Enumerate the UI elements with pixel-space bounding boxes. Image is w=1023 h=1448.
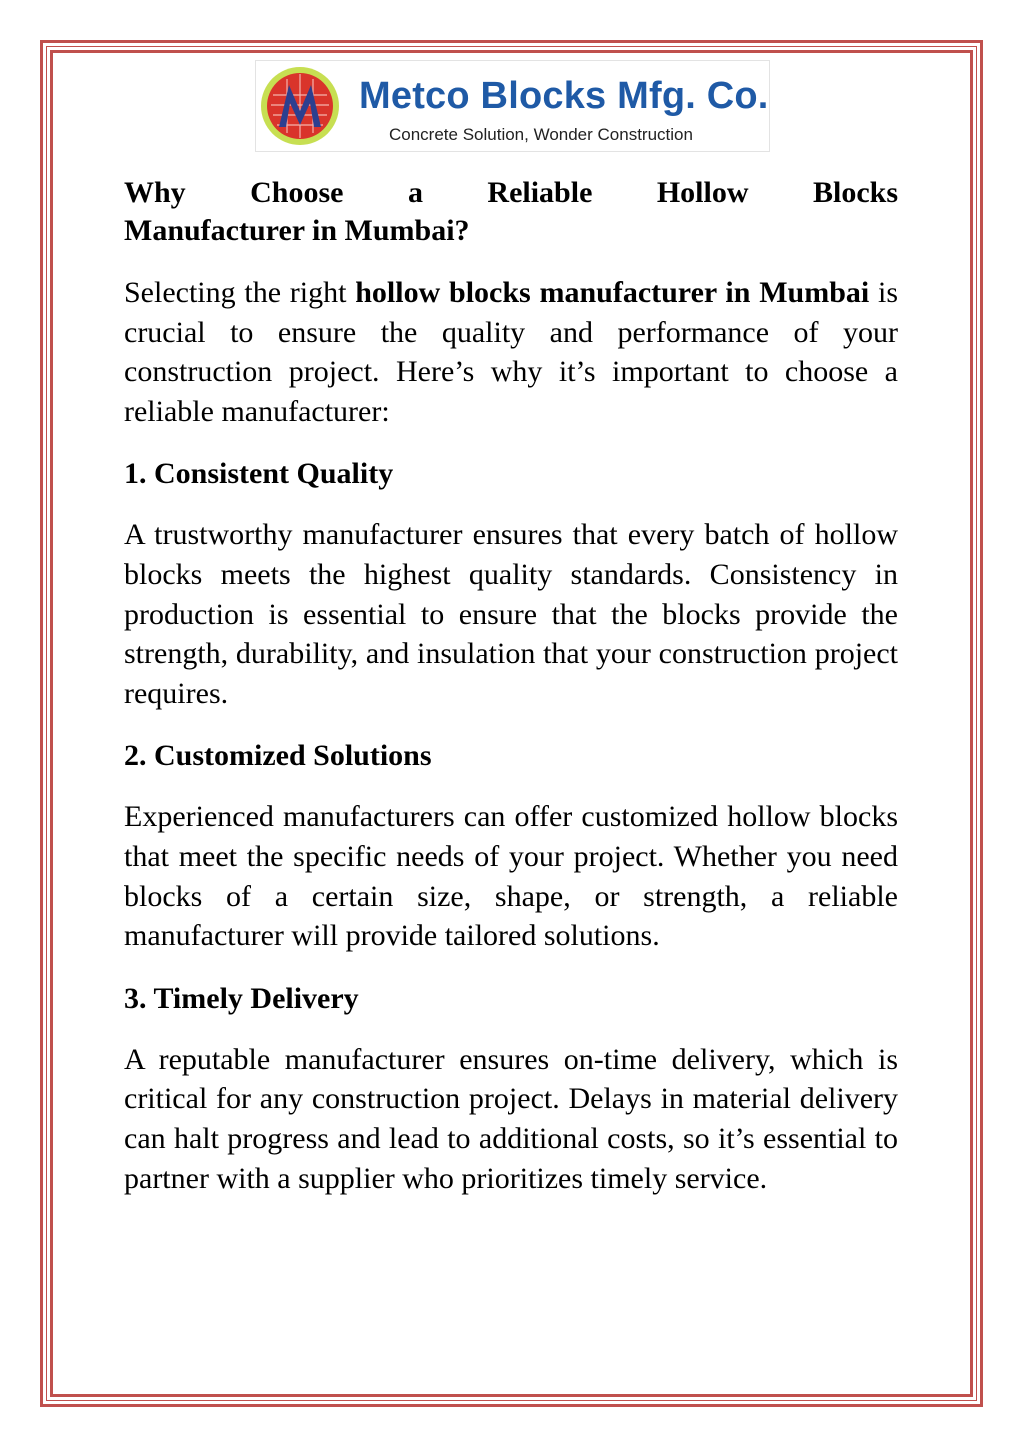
section-heading-timely-delivery: 3. Timely Delivery — [124, 981, 359, 1015]
logo-company-name: Metco Blocks Mfg. Co. — [359, 75, 769, 117]
intro-text-end: is crucial to ensure the quality and performance of your construction project. Here’s why it’s important to choose a reliable manufacturer: — [124, 276, 898, 428]
intro-text-start: Selecting the right — [124, 276, 356, 309]
article-title — [124, 174, 898, 250]
section-body-consistent-quality: A trustworthy manufacturer ensures that every batch of hollow blocks meets the highest quality standards. Consistency in production is essential to ensure that the blocks provide the strength, durability, and insulation that your construction project requires. — [124, 518, 898, 710]
intro-paragraph — [124, 273, 898, 431]
article-title-line2: Manufacturer in Mumbai? — [124, 214, 470, 247]
section-heading-customized-solutions: 2. Customized Solutions — [124, 739, 432, 773]
intro-keyword: hollow blocks manufacturer in Mumbai — [355, 276, 870, 309]
section-body-customized-solutions: Experienced manufacturers can offer customized hollow blocks that meet the specific needs of your project. Whether you need blocks of a certain size, shape, or strength, a reliable manufacturer will provide tailored solutions. — [124, 800, 898, 953]
article — [124, 174, 898, 1222]
article-title-line1: Why Choose a Reliable Hollow Blocks — [124, 176, 898, 209]
metco-emblem-icon — [259, 65, 341, 147]
section-body-timely-delivery: A reputable manufacturer ensures on-time delivery, which is critical for any construction project. Delays in material delivery can halt progress and lead to additional costs, so it’s essential to partner with a supplier who prioritizes timely service. — [124, 1042, 898, 1195]
logo-tagline: Concrete Solution, Wonder Construction — [389, 125, 693, 144]
section-heading-consistent-quality: 1. Consistent Quality — [124, 457, 394, 491]
company-logo — [255, 60, 770, 152]
